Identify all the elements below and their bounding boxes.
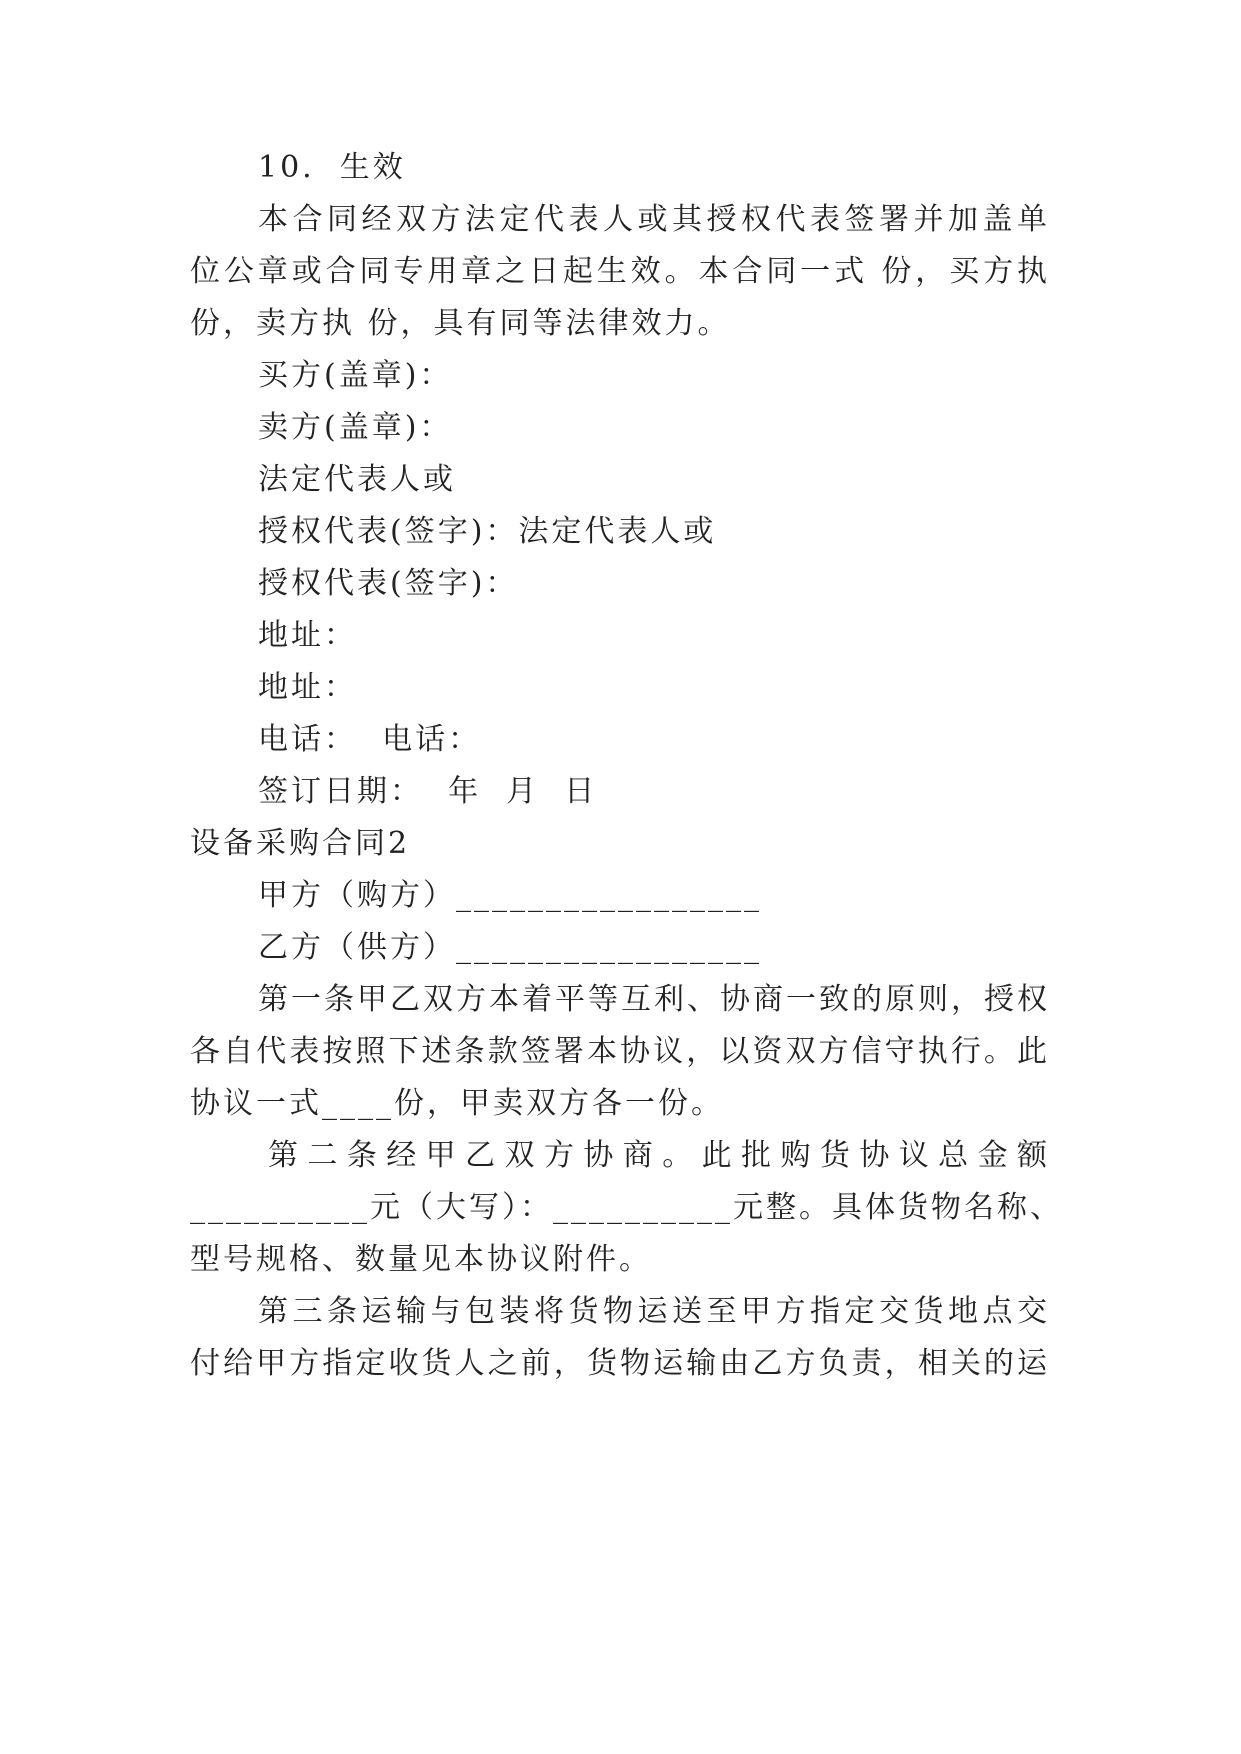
party-a-line: 甲方（购方）_________________ [258, 878, 762, 913]
phone-label: 电话： 电话： [258, 722, 482, 757]
paragraph-line: 本合同经双方法定代表人或其授权代表签署并加盖单 [258, 202, 1050, 237]
address-label: 地址： [258, 670, 357, 705]
article-three-line: 付给甲方指定收货人之前，货物运输由乙方负责，相关的运 [190, 1346, 1050, 1381]
article-one-line: 协议一式____份，甲卖双方各一份。 [190, 1086, 724, 1121]
article-three-line: 第三条运输与包装将货物运送至甲方指定交货地点交 [258, 1294, 1050, 1329]
representative-label: 法定代表人或 [258, 462, 456, 497]
representative-signature-label: 授权代表(签字)：法定代表人或 [258, 514, 717, 549]
paragraph-line: 位公章或合同专用章之日起生效。本合同一式 份，买方执 [190, 254, 1050, 289]
article-two-line: 型号规格、数量见本协议附件。 [190, 1242, 652, 1277]
document-title: 设备采购合同2 [190, 826, 411, 861]
article-one-line: 第一条甲乙双方本着平等互利、协商一致的原则，授权 [258, 982, 1050, 1017]
buyer-seal-label: 买方(盖章)： [258, 358, 453, 393]
section-heading: 10. 生效 [258, 150, 406, 185]
party-b-line: 乙方（供方）_________________ [258, 930, 762, 965]
address-label: 地址： [258, 618, 357, 653]
signing-date-label: 签订日期： 年 月 日 [258, 774, 598, 809]
paragraph-line: 份，卖方执 份，具有同等法律效力。 [190, 306, 731, 341]
seller-seal-label: 卖方(盖章)： [258, 410, 453, 445]
representative-signature-label: 授权代表(签字)： [258, 566, 519, 601]
article-one-line: 各自代表按照下述条款签署本协议，以资双方信守执行。此 [190, 1034, 1050, 1069]
article-two-line: __________元（大写）：__________元整。具体货物名称、 [190, 1190, 1063, 1225]
article-two-line: 第二条经甲乙双方协商。此批购货协议总金额 [268, 1138, 1050, 1173]
